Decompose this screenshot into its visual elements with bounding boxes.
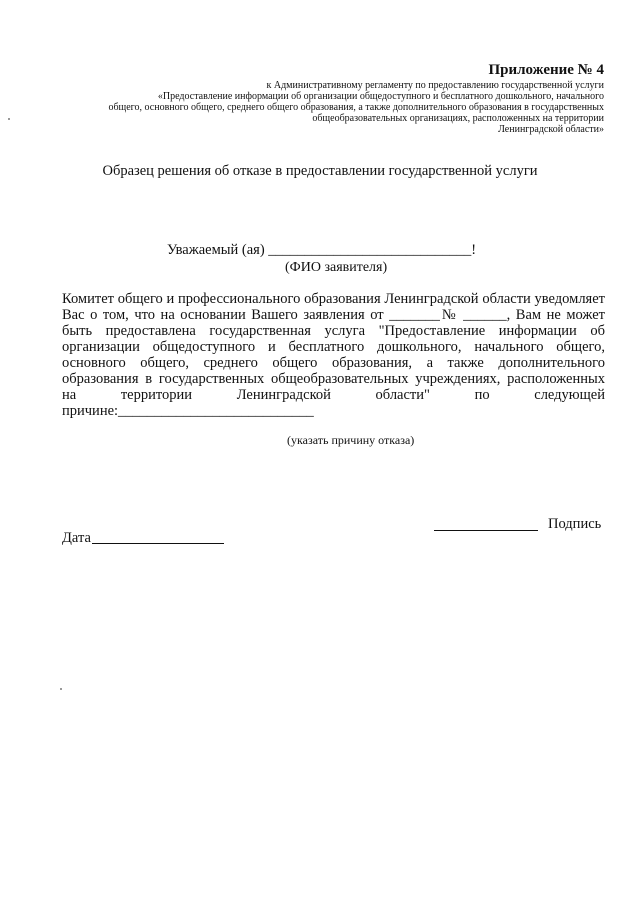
signature-line bbox=[434, 520, 538, 531]
document-title: Образец решения об отказе в предоставлении государственной услуги bbox=[102, 163, 538, 179]
salutation: Уважаемый (ая) ____________________________! bbox=[167, 242, 477, 258]
appendix-heading: Приложение № 4 bbox=[488, 62, 604, 78]
regulation-line: Ленинградской области» bbox=[498, 124, 604, 135]
regulation-line: к Административному регламенту по предоставлению государственной услуги bbox=[266, 80, 604, 91]
regulation-reference bbox=[44, 80, 604, 135]
regulation-line: общеобразовательных организациях, расположенных на территории bbox=[312, 113, 604, 124]
refusal-body-paragraph: Комитет общего и профессионального образования Ленинградской области уведомляет Вас о том, что на основании Вашего заявления от _______№ ______, Вам не может быть предоставлена государственная услуга "Предоставление информации об организации общедоступного и бесплатного дошкольного, начального общего, основного общего, среднего общего образования, а также дополнительного образования в государственных общеобразовательных учреждениях, расположенных на территории Ленинградской области" по следующей причине:___________________________ bbox=[62, 291, 605, 419]
regulation-line: «Предоставление информации об организации общедоступного и бесплатного дошкольного, начального bbox=[157, 91, 604, 102]
reason-caption: (указать причину отказа) bbox=[287, 433, 415, 447]
scan-speck bbox=[60, 688, 62, 690]
date-line bbox=[92, 533, 224, 544]
fio-caption: (ФИО заявителя) bbox=[285, 260, 388, 275]
regulation-line: общего, основного общего, среднего общего образования, а также дополнительного образования в государственных bbox=[108, 102, 604, 113]
scan-speck bbox=[8, 118, 10, 120]
signature-label: Подпись bbox=[548, 516, 602, 532]
date-label: Дата bbox=[62, 530, 91, 546]
